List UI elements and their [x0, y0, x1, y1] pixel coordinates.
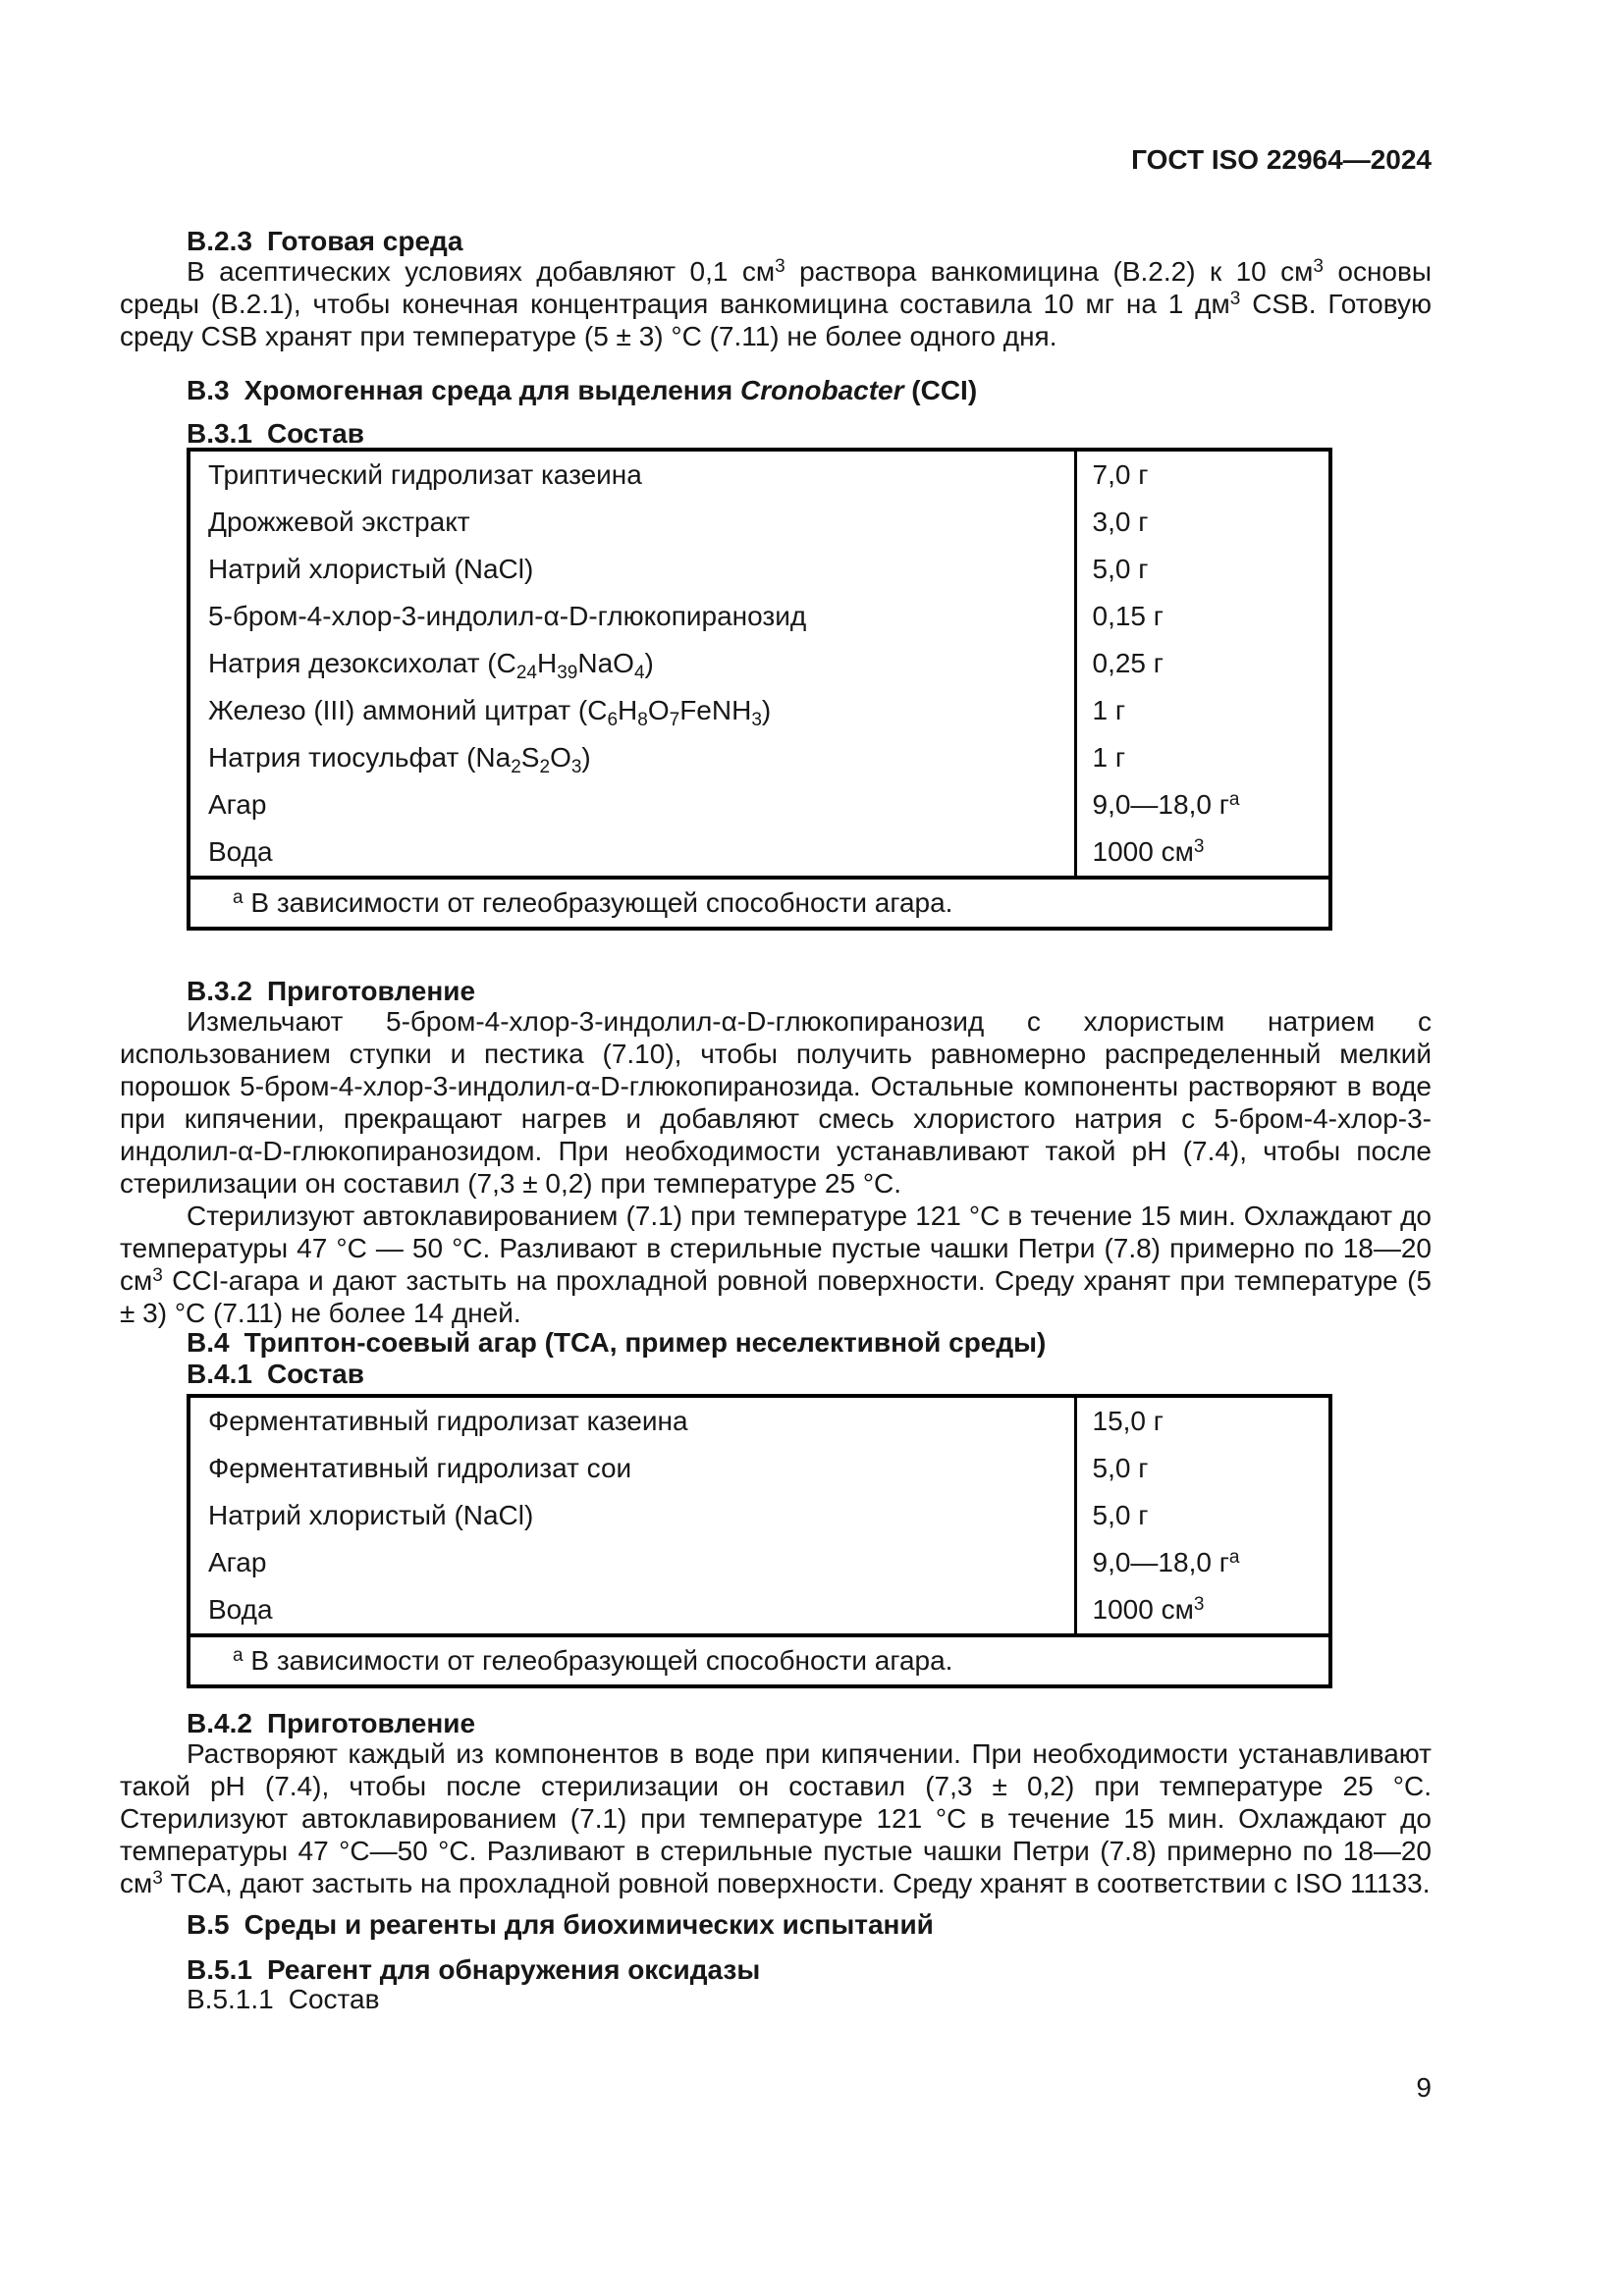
table-row: [189, 1539, 1330, 1586]
section-title: Состав: [266, 418, 364, 449]
table-row: [189, 1445, 1330, 1492]
section-title: Триптон-соевый агар (ТСА, пример неселективной среды): [244, 1327, 1047, 1358]
table-footnote-row: [189, 1635, 1330, 1686]
composition-table-tca: [187, 1394, 1332, 1688]
ingredient-value-cell: 9,0—18,0 $г^а$: [1075, 781, 1330, 828]
ingredient-value-cell: 0,25 г: [1075, 640, 1330, 687]
ingredient-value-cell: 0,15 г: [1075, 593, 1330, 640]
paragraph-b42: Растворяют каждый из компонентов в воде при кипячении. При необходимости устанавливают такой pH (7.4), чтобы после стерилизации он составил (7,3 ± 0,2) при температуре 25 °С. Стерилизуют автоклавированием (7.1) при температуре 121 °С в течение 15 мин. Охлаждают до температуры 47 °С—50 °С. Разливают в стерильные пустые чашки Петри (7.8) примерно по 18—20 $см^3$ ТСА, дают застыть на прохладной ровной поверхности. Среду хранят в соответствии с ISO 11133.: [120, 1738, 1432, 1898]
section-heading-b3: [187, 377, 1432, 404]
ingredient-value-cell: 5,0 г: [1075, 1445, 1330, 1492]
table-row: [189, 546, 1330, 593]
paragraph-b32-1: Измельчают 5-бром-4-хлор-3-индолил-α-D-глюкопиранозид с хлористым натрием с использованием ступки и пестика (7.10), чтобы получить равномерно распределенный мелкий порошок 5-бром-4-хлор-3-индолил-α-D-глюкопиранозида. Остальные компоненты растворяют в воде при кипячении, прекращают нагрев и добавляют смесь хлористого натрия с 5-бром-4-хлор-3-индолил-α-D-глюкопиранозидом. При необходимости устанавливают такой pH (7.4), чтобы после стерилизации он составил (7,3 ± 0,2) при температуре 25 °С.: [120, 1006, 1432, 1199]
ingredient-value-cell: 1000 $см^3$: [1075, 1586, 1330, 1635]
table-footnote: $^а$ В зависимости от гелеобразующей способности агара.: [189, 1635, 1330, 1686]
ingredient-name-cell: Агар: [208, 789, 267, 820]
section-heading-b41: [187, 1361, 1432, 1388]
paragraph-b32-2: Стерилизуют автоклавированием (7.1) при температуре 121 °С в течение 15 мин. Охлаждают до температуры 47 °С — 50 °С. Разливают в стерильные пустые чашки Петри (7.8) примерно по 18—20 $см^3$ CCI-агара и дают застыть на прохладной ровной поверхности. Среду хранят при температуре (5 ± 3) °С (7.11) не более 14 дней.: [120, 1201, 1432, 1328]
section-number: В.4.1: [187, 1359, 252, 1389]
composition-table-cci: [187, 448, 1332, 931]
ingredient-name-cell: 5-бром-4-хлор-3-индолил-α-D-глюкопиранозид: [208, 601, 807, 631]
table-row: [189, 1492, 1330, 1539]
section-number: В.5.1.1: [187, 1984, 274, 2014]
ingredient-name-cell: Натрий хлористый (NaCl): [208, 1500, 534, 1530]
paragraph-b23: В асептических условиях добавляют 0,1 $см^3$ раствора ванкомицина (В.2.2) к 10 $см^3$ основы среды (В.2.1), чтобы конечная концентрация ванкомицина составила 10 мг на 1 $дм^3$ CSB. Готовую среду CSB хранят при температуре (5 ± 3) °С (7.11) не более одного дня.: [120, 256, 1432, 351]
ingredient-value-cell: 7,0 г: [1075, 450, 1330, 499]
page-number: 9: [1416, 2072, 1432, 2103]
table-row: [189, 593, 1330, 640]
ingredient-name-cell: Вода: [208, 836, 273, 867]
ingredient-name-cell: Натрий хлористый (NaCl): [208, 554, 534, 584]
section-number: В.3: [187, 375, 230, 405]
ingredient-value-cell: 5,0 г: [1075, 546, 1330, 593]
table-row: [189, 781, 1330, 828]
ingredient-name-cell: Ферментативный гидролизат казеина: [208, 1406, 688, 1436]
table-row: [189, 1586, 1330, 1635]
section-title: Среды и реагенты для биохимических испытаний: [244, 1909, 934, 1940]
ingredient-value-cell: 1 г: [1075, 687, 1330, 734]
ingredient-name-cell: Железо (III) аммоний цитрат $(C_6H_8O_7FeNH_3)$: [208, 695, 772, 730]
ingredient-value-cell: 15,0 г: [1075, 1396, 1330, 1445]
section-title: Состав: [288, 1984, 380, 2014]
section-number: В.4: [187, 1327, 230, 1358]
ingredient-value-cell: 5,0 г: [1075, 1492, 1330, 1539]
section-number: В.2.3: [187, 226, 252, 256]
section-title: Хромогенная среда для выделения Cronobacter (CCI): [244, 375, 978, 405]
table-row: [189, 734, 1330, 781]
section-heading-b511: [187, 1986, 1432, 2013]
ingredient-value-cell: 1 г: [1075, 734, 1330, 781]
section-heading-b5: [187, 1911, 1432, 1939]
ingredient-name-cell: Ферментативный гидролизат сои: [208, 1453, 632, 1483]
ingredient-value-cell: 1000 $см^3$: [1075, 828, 1330, 878]
section-heading-b51: [187, 1956, 1432, 1984]
ingredient-name-cell: Вода: [208, 1594, 273, 1625]
section-number: В.4.2: [187, 1708, 252, 1738]
doc-header-title: ГОСТ ISO 22964—2024: [1131, 144, 1432, 175]
ingredient-name-cell: Дрожжевой экстракт: [208, 507, 470, 537]
ingredient-value-cell: 9,0—18,0 $г^а$: [1075, 1539, 1330, 1586]
ingredient-value-cell: 3,0 г: [1075, 499, 1330, 546]
section-number: В.3.1: [187, 418, 252, 449]
section-title: Готовая среда: [266, 226, 463, 256]
ingredient-name-cell: Триптический гидролизат казеина: [208, 459, 642, 490]
section-heading-b42: [187, 1710, 1432, 1737]
section-title: Приготовление: [266, 1708, 476, 1738]
ingredient-name-cell: Натрия дезоксихолат $(C_{24}H_{39}NaO_4)$: [208, 648, 654, 683]
table-row: [189, 828, 1330, 878]
section-title: Приготовление: [266, 976, 476, 1006]
section-heading-b23: [187, 228, 1432, 255]
table-row: [189, 499, 1330, 546]
ingredient-name-cell: Натрия тиосульфат $(Na_2S_2O_3)$: [208, 742, 591, 777]
section-number: В.5.1: [187, 1954, 252, 1985]
section-heading-b31: [187, 420, 1432, 448]
table-row: [189, 687, 1330, 734]
section-number: В.5: [187, 1909, 230, 1940]
section-title: Состав: [266, 1359, 364, 1389]
section-heading-b4: [187, 1329, 1432, 1357]
page-content: [120, 0, 1432, 2013]
section-title: Реагент для обнаружения оксидазы: [266, 1954, 761, 1985]
table-row: [189, 1396, 1330, 1445]
section-heading-b32: [187, 978, 1432, 1005]
table-row: [189, 640, 1330, 687]
section-number: В.3.2: [187, 976, 252, 1006]
table-footnote: $^а$ В зависимости от гелеобразующей способности агара.: [189, 878, 1330, 929]
ingredient-name-cell: Агар: [208, 1547, 267, 1577]
table-row: [189, 450, 1330, 499]
table-footnote-row: [189, 878, 1330, 929]
